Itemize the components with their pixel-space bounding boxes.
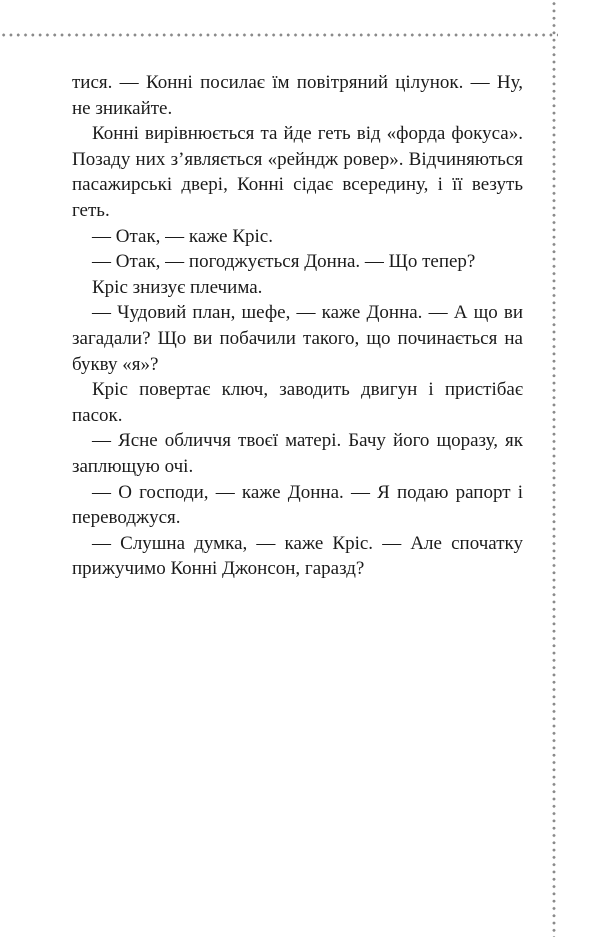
page-text [72, 70, 523, 582]
paragraph: Конні вирівнюється та йде геть від «форда фокуса». Позаду них з’являється «рейндж ровер». Відчиняються пасажирські двері, Конні сідає всередину, і її везуть геть. [72, 123, 523, 221]
paragraph: Кріс повертає ключ, заводить двигун і пристібає пасок. [72, 379, 523, 426]
right-dotted-border [552, 0, 556, 937]
paragraph: тися. — Конні посилає їм повітряний цілунок. — Ну, не зникайте. [72, 72, 523, 119]
paragraph: — Отак, — каже Кріс. [92, 225, 273, 247]
paragraph: — Отак, — погоджується Донна. — Що тепер? [92, 251, 476, 273]
paragraph: — О господи, — каже Донна. — Я подаю рапорт і переводжуся. [72, 481, 523, 529]
paragraph: Кріс знизує плечима. [92, 276, 263, 298]
top-dotted-border [0, 33, 558, 37]
paragraph: — Слушна думка, — каже Кріс. — Але спочатку прижучимо Конні Джонсон, гаразд? [72, 532, 523, 580]
paragraph: — Чудовий план, шефе, — каже Донна. — А що ви загадали? Що ви побачили такого, що починається на букву «я»? [72, 302, 523, 375]
paragraph: — Ясне обличчя твоєї матері. Бачу його щоразу, як заплющую очі. [72, 430, 523, 477]
